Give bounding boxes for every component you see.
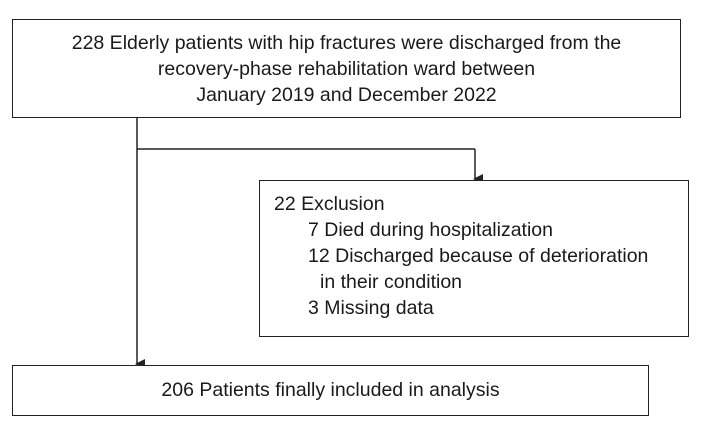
exclusion-heading: 22 Exclusion — [274, 193, 385, 215]
eligible-line-3: January 2019 and December 2022 — [196, 83, 497, 106]
exclusion-item-deterioration-continuation: in their condition — [320, 271, 463, 293]
exclusion-item-died — [274, 217, 688, 243]
eligible-line-2: recovery-phase rehabilitation ward between — [157, 57, 536, 80]
included-patients-text: 206 Patients finally included in analysis — [161, 379, 500, 401]
exclusion-item-died-text: 7 Died during hospitalization — [308, 219, 553, 241]
exclusion-item-missing-text: 3 Missing data — [308, 297, 434, 319]
eligible-patients-box — [12, 19, 681, 118]
exclusion-item-deterioration-text: 12 Discharged because of deterioration — [308, 245, 649, 267]
exclusion-item-missing — [274, 295, 688, 321]
exclusion-box — [259, 180, 689, 337]
eligible-line-1: 228 Elderly patients with hip fractures were discharged from the — [71, 31, 622, 54]
included-patients-box — [12, 365, 649, 416]
exclusion-item-deterioration — [274, 243, 688, 295]
